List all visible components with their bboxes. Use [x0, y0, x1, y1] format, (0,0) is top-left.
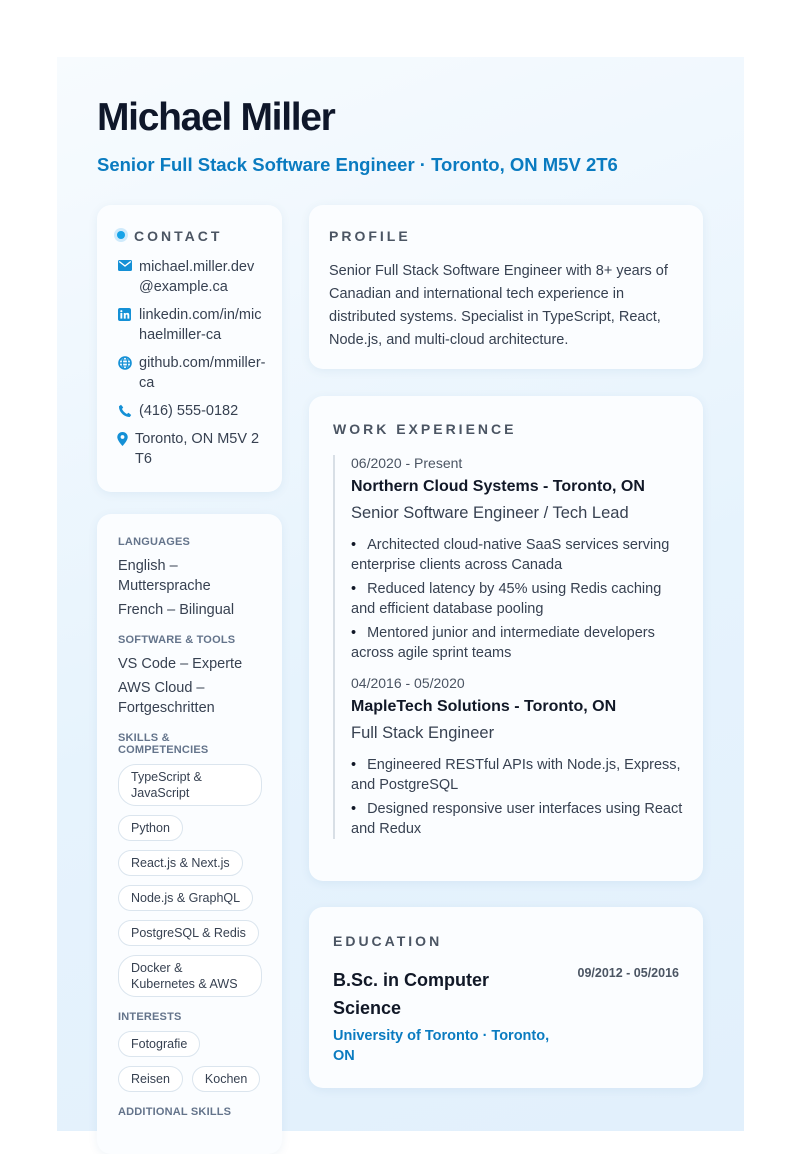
contact-linkedin[interactable] — [117, 305, 266, 345]
job-entry — [351, 455, 683, 663]
contact-email-text: michael.miller.dev@example.ca — [139, 259, 255, 295]
degree: B.Sc. in Computer Science — [333, 970, 490, 1018]
education-card — [309, 907, 703, 1088]
languages-section — [118, 536, 262, 620]
skills-card — [97, 514, 282, 1154]
tools-label: SOFTWARE & TOOLS — [118, 634, 236, 646]
phone-icon — [117, 404, 132, 418]
location-icon — [117, 432, 128, 446]
contact-linkedin-text: linkedin.com/in/michaelmiller-ca — [139, 307, 262, 343]
language-item: English – Muttersprache — [118, 558, 211, 594]
interest-tag: Fotografie — [118, 1031, 200, 1057]
languages-label: LANGUAGES — [118, 536, 191, 548]
job-bullet: • Mentored junior and intermediate developers across agile sprint teams — [351, 623, 683, 663]
interest-tag: Reisen — [118, 1066, 183, 1092]
additional-skills-label: ADDITIONAL SKILLS — [118, 1106, 232, 1118]
globe-icon — [117, 356, 132, 370]
contact-title: CONTACT — [134, 228, 223, 244]
headline: Senior Full Stack Software Engineer · Toronto, ON M5V 2T6 — [97, 154, 618, 175]
skill-tag: Python — [118, 815, 183, 841]
job-bullet: • Designed responsive user interfaces using React and Redux — [351, 799, 683, 839]
job-bullet: • Reduced latency by 45% using Redis caching and efficient database pooling — [351, 579, 683, 619]
experience-card — [309, 396, 703, 881]
interests-tags — [118, 1031, 262, 1092]
profile-summary: Senior Full Stack Software Engineer with 8+ years of Canadian and international tech experience in distributed systems. Specialist in TypeScript, React, Node.js, and multi-cloud architecture. — [329, 263, 668, 348]
contact-phone[interactable] — [117, 401, 266, 421]
skill-tag: Docker & Kubernetes & AWS — [118, 955, 262, 997]
tool-item: VS Code – Experte — [118, 656, 243, 672]
skills-label: SKILLS & COMPETENCIES — [118, 732, 209, 756]
contact-location — [117, 429, 266, 469]
skill-tag: React.js & Next.js — [118, 850, 243, 876]
education-heading: EDUCATION — [333, 933, 443, 949]
job-role: Full Stack Engineer — [351, 724, 495, 742]
job-bullet: • Architected cloud-native SaaS services serving enterprise clients across Canada — [351, 535, 683, 575]
bullet-dot-icon — [117, 231, 125, 239]
contact-github-text: github.com/mmiller-ca — [139, 355, 266, 391]
contact-github[interactable] — [117, 353, 266, 393]
contact-card — [97, 205, 282, 492]
tools-section — [118, 634, 262, 718]
job-company: Northern Cloud Systems - Toronto, ON — [351, 478, 645, 495]
tool-item: AWS Cloud – Fortgeschritten — [118, 680, 215, 716]
interests-label: INTERESTS — [118, 1011, 182, 1023]
language-item: French – Bilingual — [118, 602, 235, 618]
contact-list — [117, 257, 266, 469]
job-bullets — [351, 755, 683, 839]
school: University of Toronto · Toronto, ON — [333, 1028, 550, 1064]
education-dates: 09/2012 - 05/2016 — [577, 966, 679, 980]
interest-tag: Kochen — [192, 1066, 260, 1092]
job-dates: 06/2020 - Present — [351, 455, 463, 471]
profile-heading: PROFILE — [329, 228, 411, 244]
job-company: MapleTech Solutions - Toronto, ON — [351, 698, 617, 715]
job-dates: 04/2016 - 05/2020 — [351, 675, 465, 691]
job-entry — [351, 675, 683, 839]
experience-heading: WORK EXPERIENCE — [333, 421, 517, 437]
email-icon — [117, 260, 132, 271]
skill-tag: Node.js & GraphQL — [118, 885, 253, 911]
skills-tags — [118, 764, 262, 997]
job-bullet: • Engineered RESTful APIs with Node.js, Express, and PostgreSQL — [351, 755, 683, 795]
job-timeline — [333, 455, 683, 839]
profile-card — [309, 205, 703, 369]
contact-heading — [117, 228, 266, 244]
candidate-name: Michael Miller — [97, 96, 335, 139]
skill-tag: PostgreSQL & Redis — [118, 920, 259, 946]
linkedin-icon — [117, 308, 132, 321]
skill-tag: TypeScript & JavaScript — [118, 764, 262, 806]
job-bullets — [351, 535, 683, 663]
job-role: Senior Software Engineer / Tech Lead — [351, 504, 629, 522]
contact-phone-text: (416) 555-0182 — [139, 403, 239, 419]
contact-email[interactable] — [117, 257, 266, 297]
contact-location-text: Toronto, ON M5V 2T6 — [135, 431, 260, 467]
education-entry — [333, 966, 679, 1066]
